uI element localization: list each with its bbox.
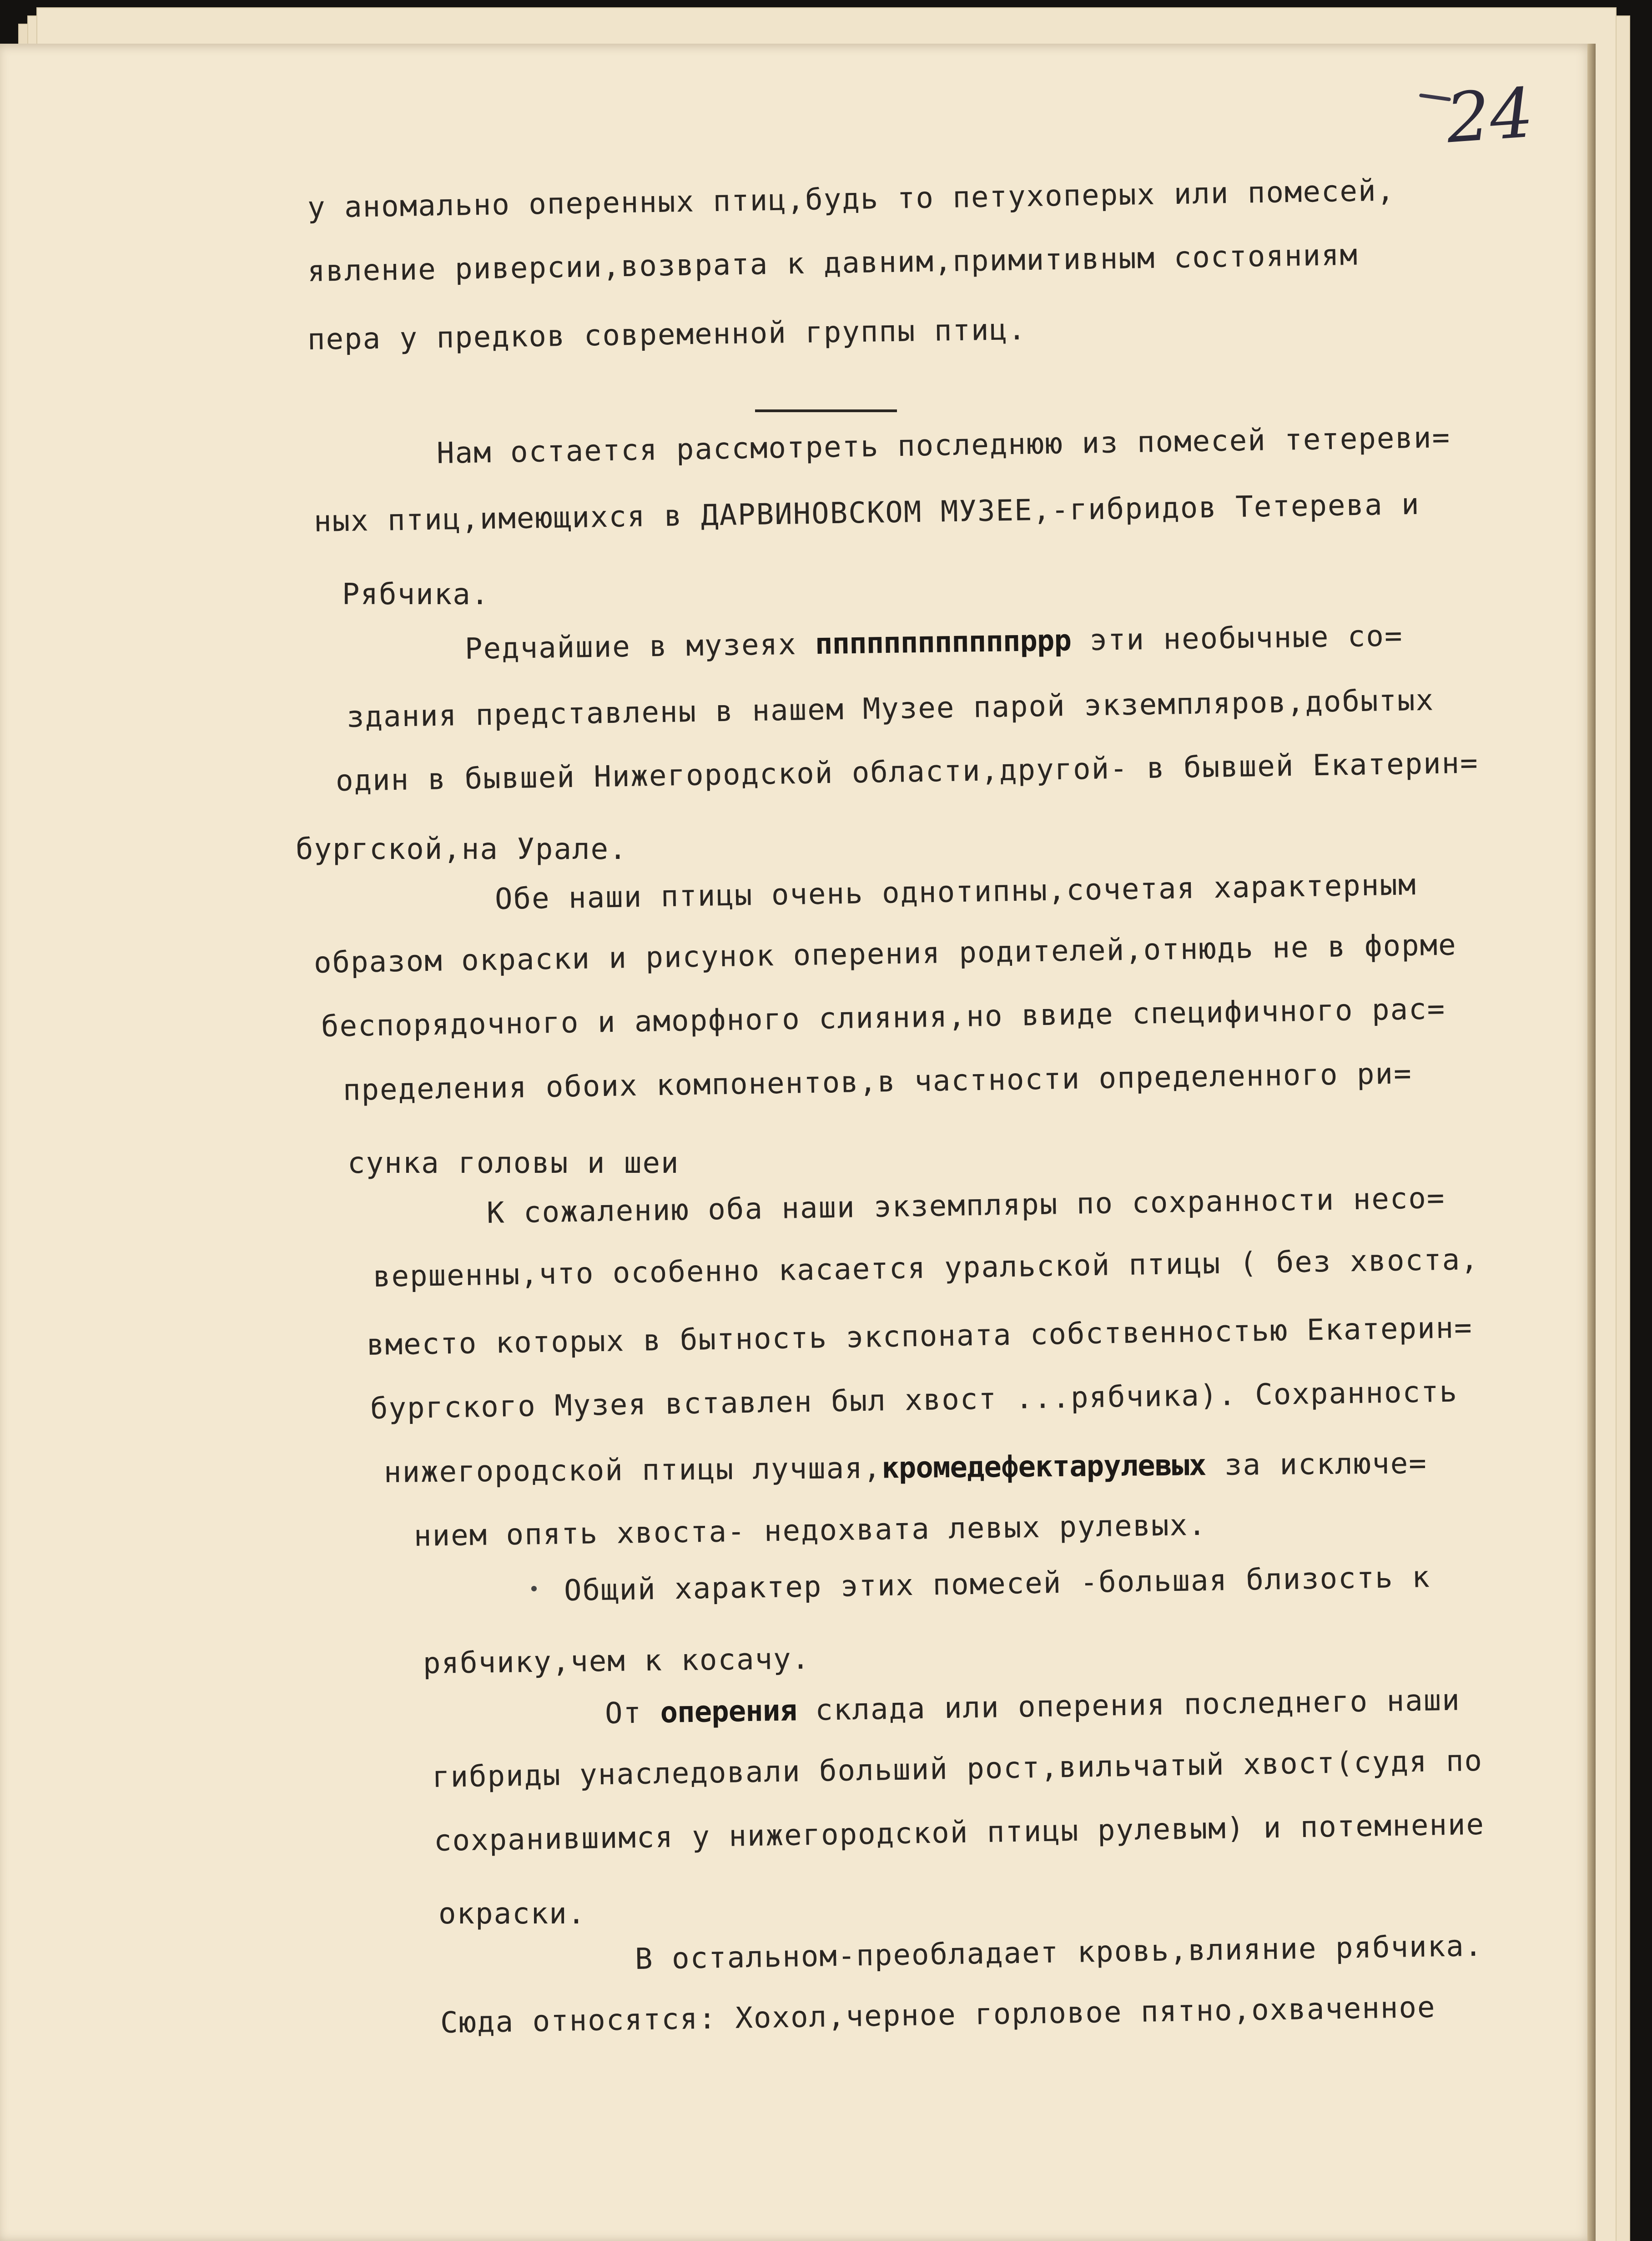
text-line: ных птиц,имеющихся в ДАРВИНОВСКОМ МУЗЕЕ,-гибридов Тетерева и	[313, 487, 1420, 539]
text-line: нием опять хвоста- недохвата левых рулевых.	[413, 1508, 1207, 1553]
text-segment: Редчайшие в музеях	[464, 627, 816, 666]
section-divider	[755, 409, 897, 412]
struck-text: оперения	[660, 1694, 797, 1730]
text-line: у аномально оперенных птиц,будь то петухоперых или помесей,	[307, 174, 1395, 225]
text-line: рябчику,чем к косачу.	[423, 1642, 811, 1681]
page-edge	[1587, 44, 1596, 2241]
text-line: бургского Музея вставлен был хвост ...рябчика). Сохранность	[370, 1375, 1458, 1426]
text-segment: От	[604, 1696, 661, 1731]
ink-dot	[531, 1586, 537, 1591]
text-line: один в бывшей Нижегородской области,другой- в бывшей Екатерин=	[335, 746, 1479, 798]
text-line: пера у предков современной группы птиц.	[307, 313, 1027, 357]
text-line: Нам остается рассмотреть последнюю из помесей тетереви=	[436, 420, 1451, 470]
text-line: В остальном-преобладает кровь,влияние рябчика.	[635, 1929, 1483, 1976]
text-segment: склада или оперения последнего наши	[796, 1683, 1461, 1728]
text-line: здания представлены в нашем Музее парой экземпляров,добытых	[346, 683, 1435, 734]
text-line: К сожалению оба наши экземпляры по сохранности несо=	[486, 1181, 1446, 1230]
text-line: сунка головы и шеи	[348, 1146, 680, 1180]
text-line: явление риверсии,возврата к давним,примитивным состояниям	[307, 238, 1359, 288]
text-line: Сюда относятся: Хохол,черное горловое пятно,охваченное	[440, 1990, 1436, 2040]
text-line: образом окраски и рисунок оперения родителей,отнюдь не в форме	[313, 928, 1457, 980]
typewritten-page	[0, 44, 1592, 2241]
text-line: Общий характер этих помесей -большая близость к	[564, 1560, 1431, 1608]
text-line: Обе наши птицы очень однотипны,сочетая характерным	[494, 868, 1417, 916]
text-segment: нижегородской птицы лучшая,	[383, 1451, 882, 1489]
text-line: гибриды унаследовали больший рост,вильчатый хвост(судя по	[432, 1744, 1483, 1794]
text-line: сохранившимся у нижегородской птицы рулевым) и потемнение	[433, 1807, 1485, 1858]
struck-text: кромедефектарулевых	[881, 1449, 1206, 1485]
text-line: бургской,на Урале.	[296, 833, 628, 866]
struck-text: ппппппппппппррр	[815, 624, 1072, 661]
handwritten-page-number: 24	[1444, 73, 1536, 159]
text-line: вершенны,что особенно касается уральской птицы ( без хвоста,	[373, 1242, 1480, 1294]
text-line: беспорядочного и аморфного слияния,но ввиде специфичного рас=	[321, 992, 1446, 1044]
text-segment: эти необычные со=	[1071, 619, 1403, 658]
text-line: окраски.	[438, 1897, 586, 1931]
text-line: пределения обоих компонентов,в частности определенного ри=	[342, 1057, 1413, 1107]
text-line: Рябчика.	[342, 578, 490, 611]
text-line: вместо которых в бытность экспоната собственностью Екатерин=	[366, 1311, 1473, 1362]
text-segment: за исключе=	[1206, 1446, 1428, 1483]
